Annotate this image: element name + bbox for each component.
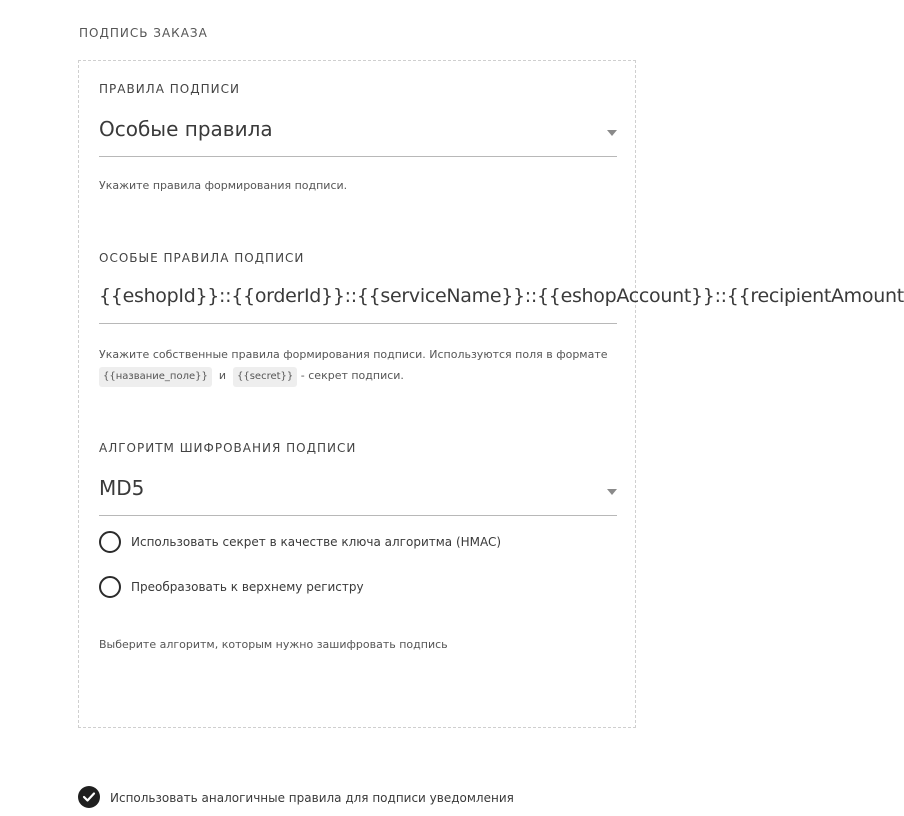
- signature-rules-label: ПРАВИЛА ПОДПИСИ: [99, 82, 240, 96]
- algorithm-value: MD5: [99, 476, 145, 500]
- section-title: ПОДПИСЬ ЗАКАЗА: [79, 26, 208, 40]
- signature-settings-panel: [78, 60, 904, 728]
- field-format-code: {{название_поле}}: [99, 367, 212, 387]
- secret-code: {{secret}}: [233, 367, 297, 387]
- algorithm-select[interactable]: [99, 476, 617, 516]
- custom-rules-label: ОСОБЫЕ ПРАВИЛА ПОДПИСИ: [99, 251, 305, 265]
- signature-rules-select[interactable]: [99, 117, 617, 157]
- notification-rules-label: Использовать аналогичные правила для подписи уведомления: [110, 791, 514, 805]
- uppercase-option-label: Преобразовать к верхнему регистру: [131, 580, 364, 594]
- hint-conjunction: и: [218, 369, 226, 382]
- algorithm-hint: Выберите алгоритм, которым нужно зашифровать подпись: [99, 638, 448, 651]
- custom-rules-hint: [99, 344, 619, 387]
- radio-unchecked-icon[interactable]: [99, 531, 121, 553]
- uppercase-option[interactable]: [99, 576, 399, 600]
- notification-rules-checkbox[interactable]: [78, 786, 518, 810]
- chevron-down-icon: [607, 130, 617, 136]
- secret-hint-text: - секрет подписи.: [300, 369, 404, 382]
- signature-rules-value: Особые правила: [99, 117, 273, 141]
- signature-rules-hint: Укажите правила формирования подписи.: [99, 179, 348, 192]
- chevron-down-icon: [607, 489, 617, 495]
- hmac-option-label: Использовать секрет в качестве ключа алгоритма (HMAC): [131, 535, 502, 549]
- radio-unchecked-icon[interactable]: [99, 576, 121, 598]
- algorithm-label: АЛГОРИТМ ШИФРОВАНИЯ ПОДПИСИ: [99, 441, 357, 455]
- custom-rules-value: {{eshopId}}::{{orderId}}::{{serviceName}}::{{eshopAccount}}::{{recipientAmount: [99, 285, 904, 307]
- custom-rules-input[interactable]: [99, 284, 904, 324]
- custom-rules-hint-text: Укажите собственные правила формирования подписи. Используются поля в формате: [99, 348, 608, 361]
- checkmark-icon[interactable]: [78, 786, 100, 808]
- hmac-option[interactable]: [99, 531, 519, 555]
